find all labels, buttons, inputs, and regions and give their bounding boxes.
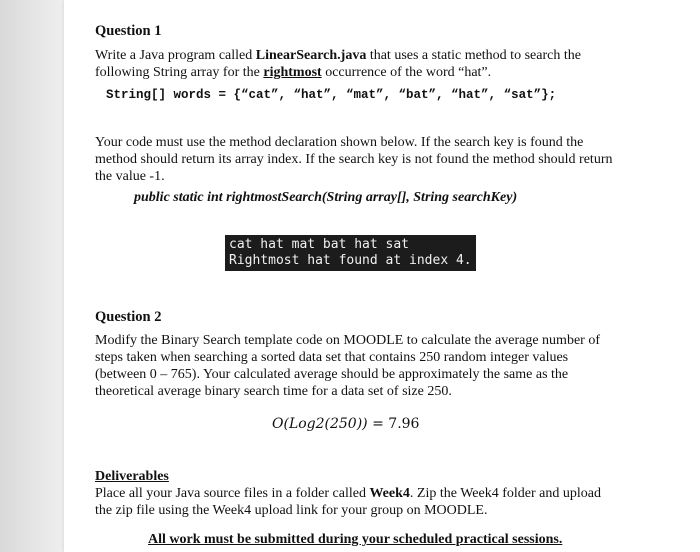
folder-name-bold: Week4 (369, 486, 410, 501)
deliverables-title: Deliverables (95, 469, 169, 484)
rightmost-underlined: rightmost (263, 65, 322, 80)
submission-note: All work must be submitted during your scheduled practical sessions. (148, 532, 563, 547)
question2-body: Modify the Binary Search template code on MOODLE to calculate the average number of steps taken when searching a sorted data set that contains 250 random integer values (between 0 – 765). Your calculated average should be approximately the same as the theoretical average binary search time for a data set of size 250. (95, 333, 600, 399)
string-array-code: String[] words = {“cat”, “hat”, “mat”, “bat”, “hat”, “sat”}; (106, 88, 557, 102)
formula-rhs: = 7.96 (367, 416, 420, 432)
intro-text-mid: that uses a static method to search the following String array for the (95, 48, 581, 80)
console-output-box (225, 235, 476, 271)
document-page (64, 0, 700, 552)
deliverables-text-start: Place all your Java source files in a folder called (95, 486, 370, 501)
method-signature: public static int rightmostSearch(String array[], String searchKey) (134, 190, 518, 205)
console-line-2: Rightmost hat found at index 4. (229, 253, 472, 268)
question1-title: Question 1 (95, 23, 162, 39)
deliverables-text-end: . Zip the Week4 folder and upload the zip file using the Week4 upload link for your group on MOODLE. (95, 486, 601, 518)
complexity-formula (272, 416, 419, 432)
intro-text-start: Write a Java program called (95, 48, 256, 63)
console-line-1: cat hat mat bat hat sat (229, 237, 410, 252)
formula-lhs: O(Log2(250)) (272, 416, 368, 432)
question2-title: Question 2 (95, 309, 162, 325)
method-requirement-text: Your code must use the method declaration shown below. If the search key is found the method should return its array index. If the search key is not found the method should return the value -1. (95, 135, 613, 184)
deliverables-text (95, 485, 615, 519)
filename-bold: LinearSearch.java (255, 48, 367, 63)
page-left-margin (0, 0, 64, 552)
question1-intro (95, 47, 615, 81)
intro-text-end: occurrence of the word “hat”. (321, 65, 492, 80)
